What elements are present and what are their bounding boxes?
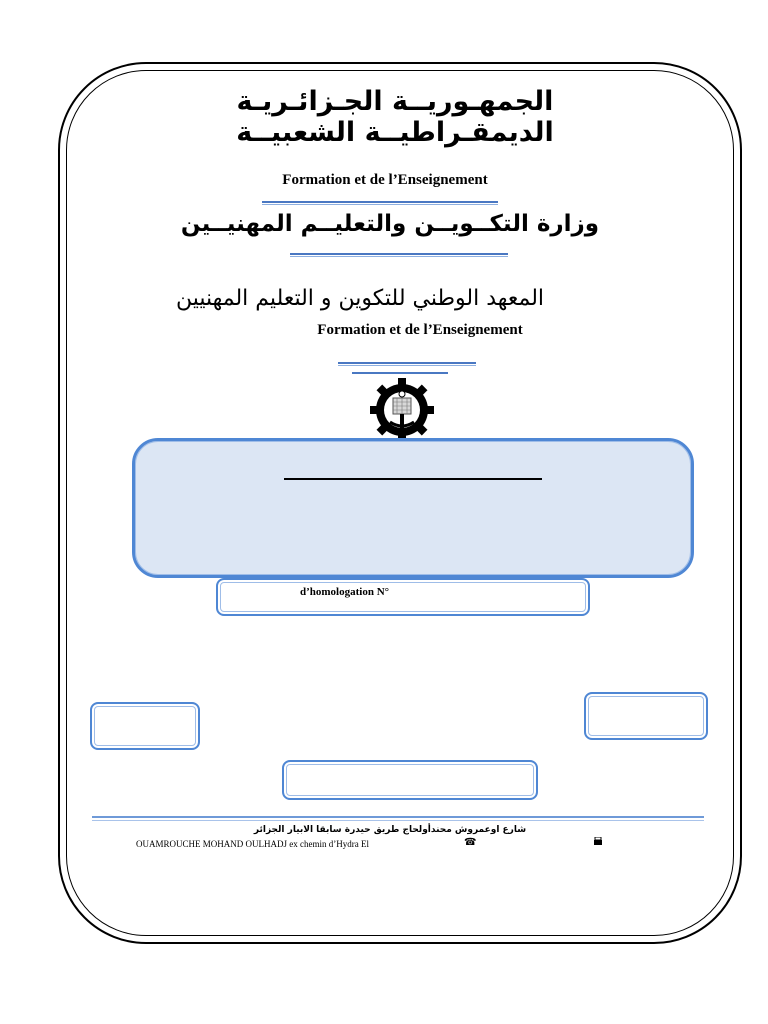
republic-title: الجمهـوريــة الجـزائـريـة الديمقـراطيــة الشعبيــة bbox=[236, 86, 554, 148]
footer-divider bbox=[92, 816, 704, 818]
divider bbox=[262, 201, 498, 203]
divider bbox=[290, 253, 508, 255]
divider bbox=[338, 365, 476, 366]
divider bbox=[352, 372, 448, 374]
phone-icon: ☎ bbox=[464, 837, 477, 848]
title-underline bbox=[284, 478, 542, 480]
title-box bbox=[132, 438, 694, 578]
divider bbox=[338, 362, 476, 364]
ministry-title: وزارة التكــويــن والتعليــم المهنيــين bbox=[180, 211, 600, 237]
left-info-box[interactable] bbox=[90, 702, 200, 750]
address-arabic: شارع اوعمروش محندأولحاج طريق حيدرة سابقا الابيار الجزائر bbox=[253, 825, 527, 835]
homologation-label: d’homologation N° bbox=[300, 586, 390, 598]
ministry-subtitle-fr: Formation et de l’Enseignement bbox=[282, 172, 488, 188]
institute-subtitle-fr: Formation et de l’Enseignement bbox=[317, 322, 523, 338]
bottom-info-box[interactable] bbox=[282, 760, 538, 800]
gear-emblem-icon bbox=[362, 376, 442, 440]
divider bbox=[262, 204, 498, 205]
divider bbox=[290, 256, 508, 257]
homologation-field[interactable] bbox=[216, 578, 590, 616]
footer-divider bbox=[92, 820, 704, 821]
address-french: OUAMROUCHE MOHAND OULHADJ ex chemin d’Hydra El bbox=[136, 839, 369, 849]
institute-title: المعهد الوطني للتكوين و التعليم المهنيين bbox=[175, 286, 545, 311]
fax-icon bbox=[594, 837, 602, 848]
right-info-box[interactable] bbox=[584, 692, 708, 740]
